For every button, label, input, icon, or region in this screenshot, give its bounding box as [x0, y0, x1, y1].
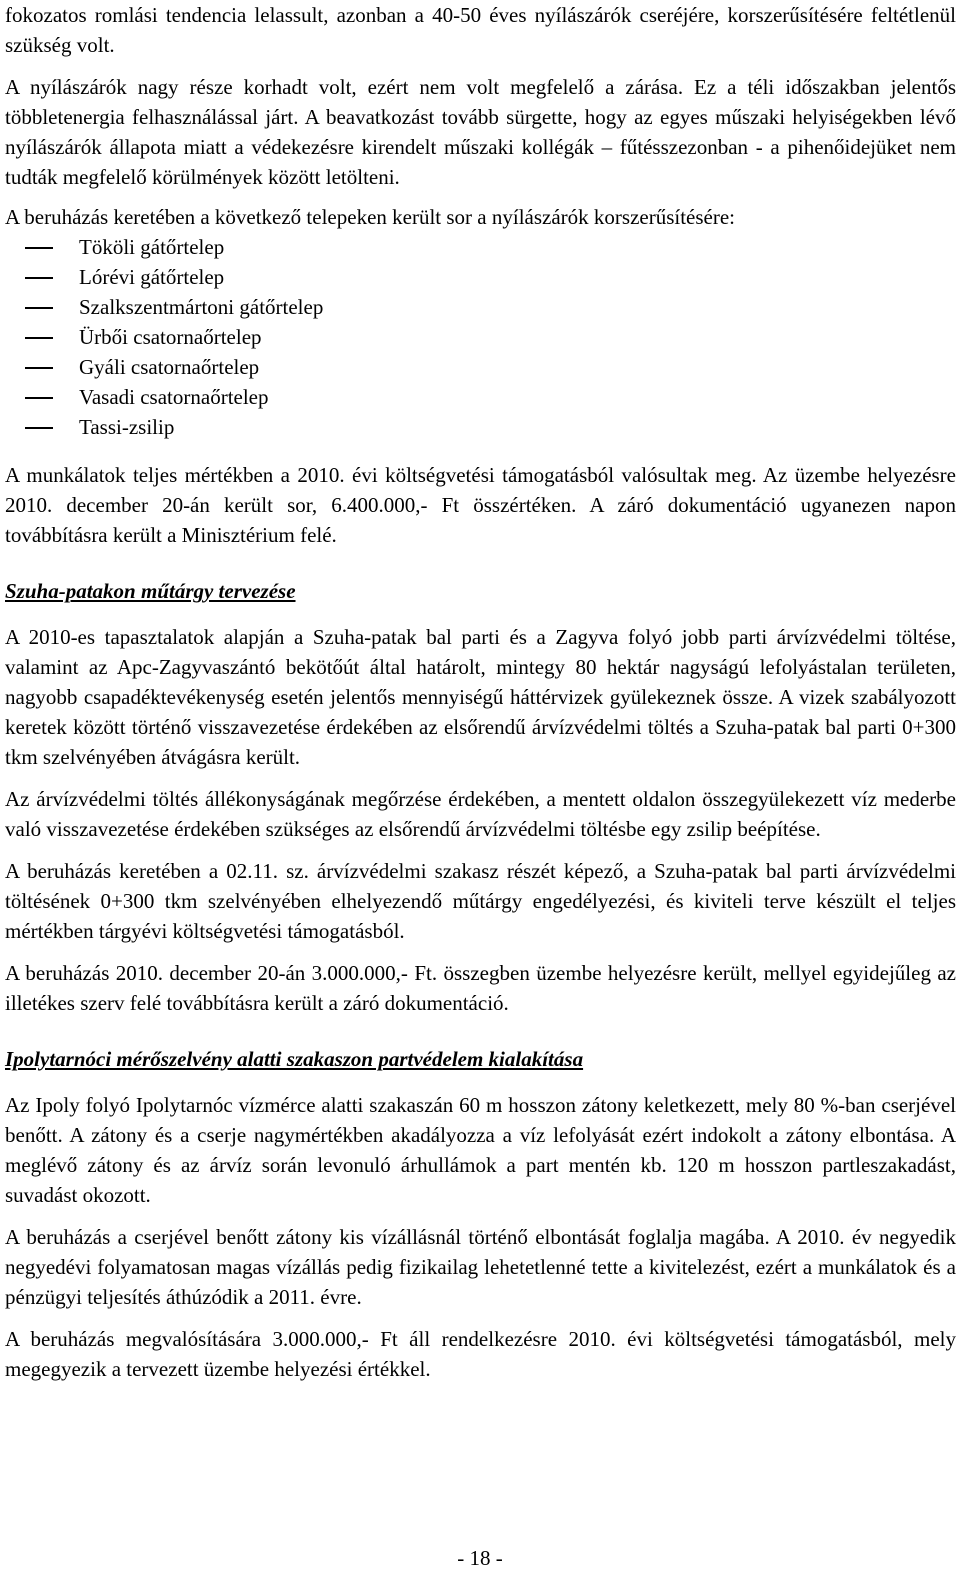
list-item: [5, 322, 956, 352]
paragraph: A beruházás 2010. december 20-án 3.000.000,- Ft. összegben üzembe helyezésre került, mellyel egyidejűleg az illetékes szerv felé továbbításra került a záró dokumentáció.: [5, 961, 956, 1015]
section-heading: Szuha-patakon műtárgy tervezése: [5, 579, 296, 603]
dash-bullet-icon: [25, 397, 53, 399]
paragraph: Az árvízvédelmi töltés állékonyságának megőrzése érdekében, a mentett oldalon összegyülekezett víz mederbe való visszavezetése érdekében szükséges az elsőrendű árvízvédelmi töltésbe egy zsilip beépítése.: [5, 787, 956, 841]
list-item-label: Szalkszentmártoni gátőrtelep: [79, 295, 324, 319]
list-item: [5, 352, 956, 382]
dash-bullet-icon: [25, 337, 53, 339]
document-page: [5, 0, 956, 1384]
site-list: [5, 232, 956, 442]
list-item: [5, 292, 956, 322]
paragraph: A beruházás a cserjével benőtt zátony kis vízállásnál történő elbontását foglalja magába. A 2010. év negyedik negyedévi folyamatosan magas vízállás pedig fizikailag lehetetlenné tette a kivitelezést, ezért a munkálatok és a pénzügyi teljesítés áthúzódik a 2011. évre.: [5, 1225, 956, 1309]
list-item-label: Gyáli csatornaőrtelep: [79, 355, 260, 379]
dash-bullet-icon: [25, 247, 53, 249]
list-item-label: Ürbői csatornaőrtelep: [79, 325, 262, 349]
dash-bullet-icon: [25, 307, 53, 309]
paragraph: A beruházás megvalósítására 3.000.000,- Ft áll rendelkezésre 2010. évi költségvetési támogatásból, mely megegyezik a tervezett üzembe helyezési értékkel.: [5, 1327, 956, 1381]
dash-bullet-icon: [25, 427, 53, 429]
list-item: [5, 262, 956, 292]
list-item-label: Tassi-zsilip: [79, 415, 175, 439]
dash-bullet-icon: [25, 367, 53, 369]
paragraph: A beruházás keretében a következő telepeken került sor a nyílászárók korszerűsítésére:: [5, 205, 736, 229]
paragraph: A nyílászárók nagy része korhadt volt, ezért nem volt megfelelő a zárása. Ez a téli időszakban jelentős többletenergia felhasználással járt. A beavatkozást tovább sürgette, hogy az egyes műszaki helyiségekben lévő nyílászárók állapota miatt a védekezésre kirendelt műszaki kollégák – fűtésszezonban - a pihenőidejüket nem tudták megfelelő körülmények között letölteni.: [5, 75, 956, 189]
section-heading: Ipolytarnóci mérőszelvény alatti szakaszon partvédelem kialakítása: [5, 1047, 584, 1071]
paragraph: A munkálatok teljes mértékben a 2010. évi költségvetési támogatásból valósultak meg. Az üzembe helyezésre 2010. december 20-án került sor, 6.400.000,- Ft összértéken. A záró dokumentáció ugyanezen napon továbbításra került a Minisztérium felé.: [5, 463, 956, 547]
list-item-label: Tököli gátőrtelep: [79, 235, 225, 259]
page-number: - 18 -: [457, 1546, 503, 1570]
list-item: [5, 232, 956, 262]
list-item: [5, 412, 956, 442]
paragraph: Az Ipoly folyó Ipolytarnóc vízmérce alatti szakaszán 60 m hosszon zátony keletkezett, mely 80 %-ban cserjével benőtt. A zátony és a cserje nagymértékben akadályozza a víz lefolyását ezért indokolt a zátony elbontása. A meglévő zátony és az árvíz során levonuló árhullámok a part mentén kb. 120 m hosszon partleszakadást, suvadást okozott.: [5, 1093, 956, 1207]
list-item-label: Vasadi csatornaőrtelep: [79, 385, 269, 409]
list-item: [5, 382, 956, 412]
paragraph: fokozatos romlási tendencia lelassult, azonban a 40-50 éves nyílászárók cseréjére, korszerűsítésére feltétlenül szükség volt.: [5, 3, 956, 57]
dash-bullet-icon: [25, 277, 53, 279]
paragraph: A 2010-es tapasztalatok alapján a Szuha-patak bal parti és a Zagyva folyó jobb parti árvízvédelmi töltése, valamint az Apc-Zagyvaszántó bekötőút által határolt, mintegy 80 hektár nagyságú lefolyástalan területen, nagyobb csapadéktevékenység esetén jelentős mennyiségű háttérvizek gyülekeznek össze. A vizek szabályozott keretek között történő visszavezetése érdekében az elsőrendű árvízvédelmi töltés a Szuha-patak bal parti 0+300 tkm szelvényében átvágásra került.: [5, 625, 956, 769]
list-item-label: Lórévi gátőrtelep: [79, 265, 225, 289]
paragraph: A beruházás keretében a 02.11. sz. árvízvédelmi szakasz részét képező, a Szuha-patak bal parti árvízvédelmi töltésének 0+300 tkm szelvényében elhelyezendő műtárgy engedélyezési, és kiviteli terve készült el teljes mértékben tárgyévi költségvetési támogatásból.: [5, 859, 956, 943]
